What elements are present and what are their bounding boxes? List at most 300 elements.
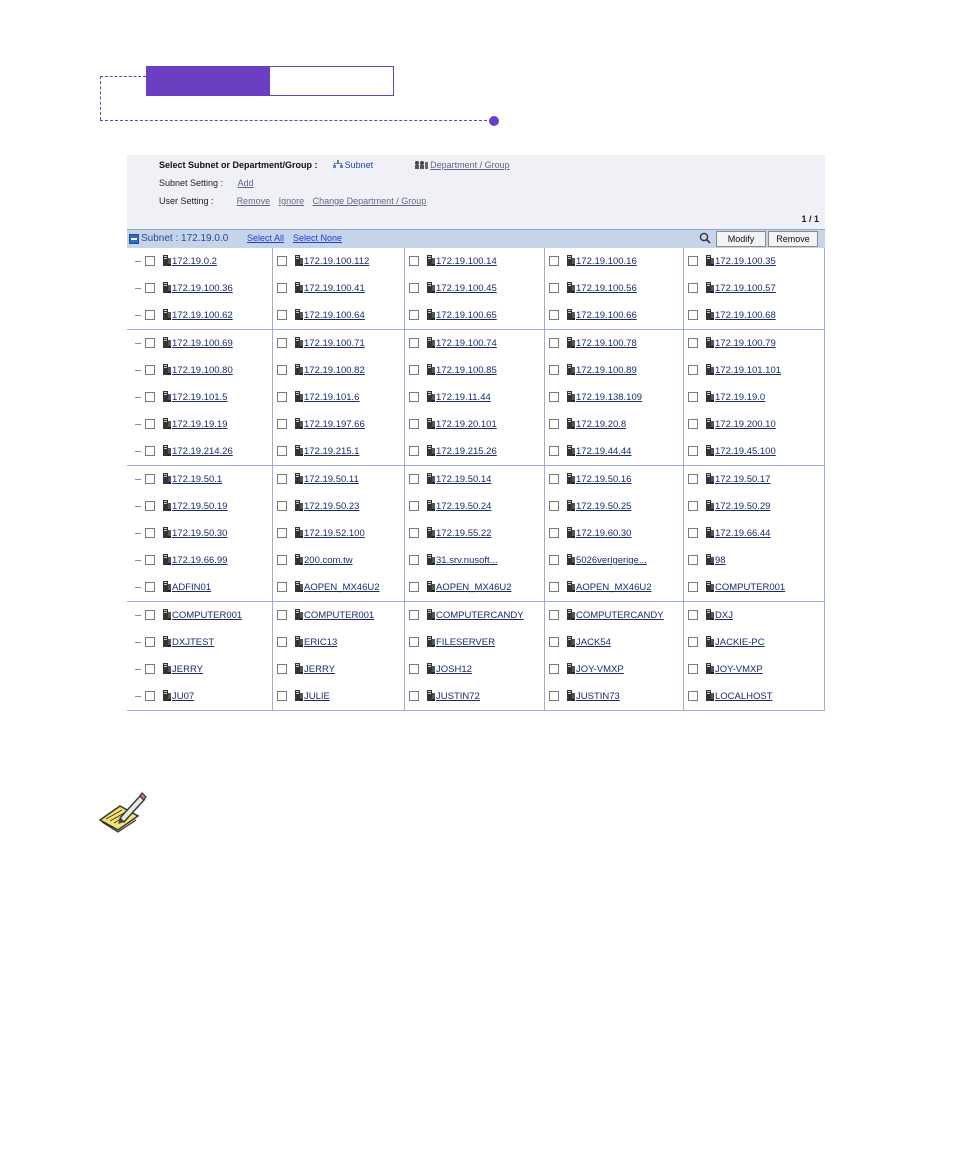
host-checkbox[interactable]	[549, 474, 559, 484]
host-link[interactable]: DXJTEST	[172, 637, 215, 648]
host-checkbox[interactable]	[145, 610, 155, 620]
host-checkbox[interactable]	[409, 528, 419, 538]
computer-icon	[427, 391, 435, 402]
host-checkbox[interactable]	[145, 528, 155, 538]
host-checkbox[interactable]	[688, 664, 698, 674]
host-cell	[545, 384, 684, 411]
host-checkbox[interactable]	[409, 338, 419, 348]
host-link[interactable]: 172.19.19.19	[172, 419, 228, 430]
select-none-link[interactable]: Select None	[293, 233, 343, 243]
header-dot	[489, 116, 499, 126]
host-checkbox[interactable]	[549, 283, 559, 293]
host-row	[127, 438, 825, 466]
host-checkbox[interactable]	[549, 392, 559, 402]
host-checkbox[interactable]	[277, 582, 287, 592]
computer-icon	[295, 391, 303, 402]
computer-icon	[163, 636, 171, 647]
host-link[interactable]: COMPUTER001	[172, 610, 243, 621]
host-link[interactable]: 172.19.214.26	[172, 446, 233, 457]
host-checkbox[interactable]	[145, 555, 155, 565]
host-link[interactable]: 172.19.50.29	[715, 501, 771, 512]
computer-icon	[427, 473, 435, 484]
host-link[interactable]: 98	[715, 555, 726, 566]
host-link[interactable]: 172.19.50.16	[576, 474, 632, 485]
host-checkbox[interactable]	[277, 664, 287, 674]
computer-icon	[567, 418, 575, 429]
host-link[interactable]: 172.19.215.1	[304, 446, 360, 457]
host-link[interactable]: 172.19.101.6	[304, 392, 360, 403]
host-checkbox[interactable]	[277, 256, 287, 266]
tree-branch	[135, 479, 141, 480]
host-link[interactable]: 172.19.197.66	[304, 419, 365, 430]
tree-branch	[135, 424, 141, 425]
computer-icon	[427, 255, 435, 266]
host-link[interactable]: 172.19.100.71	[304, 338, 365, 349]
host-cell	[684, 275, 825, 302]
host-cell	[545, 248, 684, 275]
host-cell	[405, 520, 545, 547]
host-checkbox[interactable]	[409, 555, 419, 565]
subnet-option[interactable]: Subnet	[344, 160, 374, 170]
header-dashed-line	[100, 76, 101, 120]
host-link[interactable]: 172.19.100.35	[715, 256, 776, 267]
host-link[interactable]: 172.19.215.26	[436, 446, 497, 457]
host-link[interactable]: 172.19.100.56	[576, 283, 637, 294]
host-cell	[545, 330, 684, 357]
host-checkbox[interactable]	[277, 474, 287, 484]
host-checkbox[interactable]	[409, 256, 419, 266]
host-link[interactable]: COMPUTER001	[715, 582, 786, 593]
host-checkbox[interactable]	[277, 419, 287, 429]
computer-icon	[163, 690, 171, 701]
host-row	[127, 302, 825, 330]
computer-icon	[427, 663, 435, 674]
tree-branch	[135, 343, 141, 344]
host-link[interactable]: 172.19.100.36	[172, 283, 233, 294]
host-cell	[141, 438, 273, 465]
host-checkbox[interactable]	[688, 392, 698, 402]
host-cell	[684, 384, 825, 411]
host-link[interactable]: 172.19.101.101	[715, 365, 782, 376]
host-checkbox[interactable]	[688, 501, 698, 511]
computer-icon	[706, 636, 714, 647]
host-link[interactable]: 172.19.20.101	[436, 419, 497, 430]
host-row	[127, 683, 825, 711]
computer-icon	[295, 636, 303, 647]
computer-icon	[295, 364, 303, 375]
host-checkbox[interactable]	[688, 365, 698, 375]
host-cell	[405, 656, 545, 683]
computer-icon	[567, 636, 575, 647]
host-checkbox[interactable]	[277, 637, 287, 647]
host-cell	[684, 330, 825, 357]
host-checkbox[interactable]	[277, 392, 287, 402]
host-checkbox[interactable]	[549, 664, 559, 674]
computer-icon	[567, 527, 575, 538]
tree-branch	[135, 397, 141, 398]
host-link[interactable]: 172.19.100.112	[304, 256, 370, 267]
tree-branch	[135, 560, 141, 561]
host-link[interactable]: 172.19.50.19	[172, 501, 228, 512]
ignore-link[interactable]: Ignore	[278, 196, 305, 206]
host-link[interactable]: 172.19.50.23	[304, 501, 360, 512]
host-checkbox[interactable]	[549, 256, 559, 266]
host-checkbox[interactable]	[145, 392, 155, 402]
host-link[interactable]: 172.19.100.68	[715, 310, 776, 321]
host-link[interactable]: AOPEN_MX46U2	[304, 582, 380, 593]
host-checkbox[interactable]	[277, 610, 287, 620]
host-checkbox[interactable]	[688, 528, 698, 538]
host-cell	[684, 683, 825, 710]
host-checkbox[interactable]	[549, 528, 559, 538]
host-link[interactable]: 172.19.50.1	[172, 474, 223, 485]
host-checkbox[interactable]	[277, 555, 287, 565]
computer-icon	[706, 527, 714, 538]
header-dashed-line	[100, 76, 146, 77]
computer-icon	[706, 554, 714, 565]
host-cell	[273, 330, 405, 357]
host-link[interactable]: AOPEN_MX46U2	[576, 582, 652, 593]
computer-icon	[427, 581, 435, 592]
host-checkbox[interactable]	[277, 501, 287, 511]
host-cell	[273, 602, 405, 629]
computer-icon	[163, 309, 171, 320]
host-link[interactable]: 5026verigerige...	[576, 555, 647, 566]
host-link[interactable]: 172.19.50.14	[436, 474, 492, 485]
host-link[interactable]: 172.19.50.24	[436, 501, 492, 512]
host-checkbox[interactable]	[145, 338, 155, 348]
host-link[interactable]: JOY-VMXP	[715, 664, 763, 675]
host-checkbox[interactable]	[409, 392, 419, 402]
host-row	[127, 493, 825, 521]
subnet-setting-row	[159, 178, 260, 188]
computer-icon	[706, 445, 714, 456]
host-checkbox[interactable]	[145, 474, 155, 484]
host-checkbox[interactable]	[688, 555, 698, 565]
host-cell	[545, 275, 684, 302]
host-link[interactable]: JACK54	[576, 637, 611, 648]
host-cell	[684, 248, 825, 275]
host-link[interactable]: ADFIN01	[172, 582, 212, 593]
host-checkbox[interactable]	[549, 501, 559, 511]
computer-icon	[295, 500, 303, 511]
select-all-link[interactable]: Select All	[247, 233, 285, 243]
search-icon[interactable]	[699, 232, 711, 244]
computer-icon	[567, 663, 575, 674]
host-link[interactable]: 172.19.100.45	[436, 283, 497, 294]
host-link[interactable]: 200.com.tw	[304, 555, 353, 566]
modify-button[interactable]: Modify	[716, 231, 766, 247]
host-checkbox[interactable]	[145, 501, 155, 511]
host-checkbox[interactable]	[277, 283, 287, 293]
user-setting-panel	[127, 155, 825, 711]
host-cell	[141, 248, 273, 275]
host-checkbox[interactable]	[409, 664, 419, 674]
tree-branch	[135, 451, 141, 452]
host-checkbox[interactable]	[145, 419, 155, 429]
computer-icon	[427, 690, 435, 701]
host-link[interactable]: JUSTIN73	[576, 691, 620, 702]
host-cell	[545, 466, 684, 493]
host-checkbox[interactable]	[409, 610, 419, 620]
host-link[interactable]: JOSH12	[436, 664, 472, 675]
host-checkbox[interactable]	[549, 555, 559, 565]
host-checkbox[interactable]	[688, 446, 698, 456]
host-link[interactable]: 172.19.55.22	[436, 528, 492, 539]
computer-icon	[427, 527, 435, 538]
host-cell	[141, 656, 273, 683]
computer-icon	[567, 609, 575, 620]
host-checkbox[interactable]	[409, 419, 419, 429]
host-row	[127, 602, 825, 630]
host-checkbox[interactable]	[688, 691, 698, 701]
host-cell	[141, 466, 273, 493]
host-checkbox[interactable]	[145, 365, 155, 375]
computer-icon	[567, 500, 575, 511]
host-link[interactable]: 172.19.100.41	[304, 283, 365, 294]
host-checkbox[interactable]	[277, 365, 287, 375]
host-checkbox[interactable]	[145, 637, 155, 647]
host-link[interactable]: JULIE	[304, 691, 330, 702]
host-cell	[684, 656, 825, 683]
host-link[interactable]: 172.19.100.62	[172, 310, 233, 321]
host-checkbox[interactable]	[688, 474, 698, 484]
host-link[interactable]: 172.19.50.11	[304, 474, 359, 485]
computer-icon	[295, 690, 303, 701]
computer-icon	[706, 473, 714, 484]
host-cell	[405, 357, 545, 384]
collapse-icon[interactable]	[129, 234, 139, 244]
computer-icon	[567, 473, 575, 484]
host-checkbox[interactable]	[549, 446, 559, 456]
host-link[interactable]: 172.19.100.69	[172, 338, 233, 349]
change-department-link[interactable]: Change Department / Group	[312, 196, 427, 206]
computer-icon	[706, 309, 714, 320]
host-checkbox[interactable]	[688, 419, 698, 429]
tree-branch	[135, 615, 141, 616]
host-checkbox[interactable]	[549, 582, 559, 592]
host-checkbox[interactable]	[277, 338, 287, 348]
computer-icon	[706, 282, 714, 293]
host-link[interactable]: 172.19.44.44	[576, 446, 632, 457]
host-link[interactable]: 172.19.100.65	[436, 310, 497, 321]
host-checkbox[interactable]	[145, 283, 155, 293]
host-checkbox[interactable]	[688, 310, 698, 320]
host-link[interactable]: JACKIE-PC	[715, 637, 765, 648]
host-link[interactable]: JUSTIN72	[436, 691, 480, 702]
computer-icon	[163, 581, 171, 592]
page-indicator: 1 / 1	[801, 214, 819, 224]
host-checkbox[interactable]	[145, 582, 155, 592]
host-checkbox[interactable]	[688, 256, 698, 266]
computer-icon	[163, 527, 171, 538]
host-link[interactable]: 172.19.100.14	[436, 256, 497, 267]
host-checkbox[interactable]	[409, 310, 419, 320]
host-cell	[405, 547, 545, 574]
host-checkbox[interactable]	[409, 582, 419, 592]
host-link[interactable]: 172.19.50.17	[715, 474, 771, 485]
host-link[interactable]: 172.19.100.82	[304, 365, 365, 376]
host-checkbox[interactable]	[549, 637, 559, 647]
host-link[interactable]: FILESERVER	[436, 637, 495, 648]
host-link[interactable]: JERRY	[304, 664, 335, 675]
host-link[interactable]: 172.19.60.30	[576, 528, 632, 539]
host-link[interactable]: 172.19.45.100	[715, 446, 776, 457]
host-checkbox[interactable]	[688, 338, 698, 348]
host-row	[127, 411, 825, 439]
host-checkbox[interactable]	[277, 310, 287, 320]
host-checkbox[interactable]	[409, 691, 419, 701]
host-checkbox[interactable]	[409, 474, 419, 484]
host-checkbox[interactable]	[145, 310, 155, 320]
host-checkbox[interactable]	[409, 365, 419, 375]
host-cell	[273, 574, 405, 601]
host-link[interactable]: 172.19.138.109	[576, 392, 643, 403]
host-checkbox[interactable]	[145, 446, 155, 456]
host-cell	[545, 602, 684, 629]
host-cell	[141, 302, 273, 329]
remove-button[interactable]: Remove	[768, 231, 818, 247]
computer-icon	[295, 255, 303, 266]
computer-icon	[427, 609, 435, 620]
host-cell	[405, 438, 545, 465]
host-link[interactable]: 172.19.100.80	[172, 365, 233, 376]
select-type-row	[159, 160, 516, 170]
computer-icon	[163, 391, 171, 402]
host-link[interactable]: COMPUTERCANDY	[576, 610, 664, 621]
host-link[interactable]: 172.19.100.66	[576, 310, 637, 321]
host-checkbox[interactable]	[688, 610, 698, 620]
host-checkbox[interactable]	[409, 501, 419, 511]
host-cell	[141, 629, 273, 656]
host-checkbox[interactable]	[688, 283, 698, 293]
tree-branch	[135, 315, 141, 316]
host-link[interactable]: LOCALHOST	[715, 691, 773, 702]
host-link[interactable]: DXJ	[715, 610, 733, 621]
host-cell	[545, 574, 684, 601]
select-type-label: Select Subnet or Department/Group :	[159, 160, 318, 170]
host-checkbox[interactable]	[277, 446, 287, 456]
computer-icon	[427, 500, 435, 511]
host-checkbox[interactable]	[409, 283, 419, 293]
host-checkbox[interactable]	[145, 256, 155, 266]
host-cell	[405, 248, 545, 275]
host-link[interactable]: 172.19.50.25	[576, 501, 632, 512]
computer-icon	[567, 309, 575, 320]
host-link[interactable]: 172.19.100.85	[436, 365, 497, 376]
host-checkbox[interactable]	[549, 310, 559, 320]
host-link[interactable]: JU07	[172, 691, 195, 702]
host-link[interactable]: 172.19.100.16	[576, 256, 637, 267]
host-checkbox[interactable]	[688, 637, 698, 647]
host-cell	[273, 248, 405, 275]
host-link[interactable]: COMPUTER001	[304, 610, 375, 621]
host-checkbox[interactable]	[409, 637, 419, 647]
host-link[interactable]: 31.srv.nusoft...	[436, 555, 498, 566]
host-link[interactable]: 172.19.100.78	[576, 338, 637, 349]
host-link[interactable]: JOY-VMXP	[576, 664, 624, 675]
host-cell	[684, 520, 825, 547]
computer-icon	[706, 663, 714, 674]
host-link[interactable]: 172.19.19.0	[715, 392, 766, 403]
host-link[interactable]: 172.19.100.89	[576, 365, 637, 376]
host-checkbox[interactable]	[409, 446, 419, 456]
host-cell	[405, 302, 545, 329]
host-cell	[273, 438, 405, 465]
computer-icon	[295, 663, 303, 674]
host-link[interactable]: 172.19.101.5	[172, 392, 228, 403]
computer-icon	[163, 500, 171, 511]
host-link[interactable]: 172.19.100.74	[436, 338, 497, 349]
host-link[interactable]: 172.19.20.8	[576, 419, 627, 430]
computer-icon	[706, 581, 714, 592]
host-link[interactable]: 172.19.66.99	[172, 555, 228, 566]
host-checkbox[interactable]	[688, 582, 698, 592]
subnet-setting-label: Subnet Setting :	[159, 178, 224, 188]
computer-icon	[427, 282, 435, 293]
host-link[interactable]: ERIC13	[304, 637, 338, 648]
host-checkbox[interactable]	[549, 338, 559, 348]
computer-icon	[706, 418, 714, 429]
host-link[interactable]: 172.19.11.44	[436, 392, 491, 403]
host-link[interactable]: 172.19.200.10	[715, 419, 776, 430]
host-cell	[405, 493, 545, 520]
host-checkbox[interactable]	[277, 528, 287, 538]
host-checkbox[interactable]	[549, 691, 559, 701]
computer-icon	[427, 554, 435, 565]
host-cell	[141, 493, 273, 520]
host-link[interactable]: JERRY	[172, 664, 203, 675]
host-link[interactable]: 172.19.0.2	[172, 256, 217, 267]
add-link[interactable]: Add	[237, 178, 254, 188]
host-checkbox[interactable]	[549, 610, 559, 620]
computer-icon	[295, 473, 303, 484]
host-cell	[684, 302, 825, 329]
host-cell	[405, 683, 545, 710]
host-cell	[141, 547, 273, 574]
host-cell	[273, 493, 405, 520]
host-link[interactable]: 172.19.50.30	[172, 528, 228, 539]
tree-branch	[135, 669, 141, 670]
host-link[interactable]: 172.19.100.57	[715, 283, 776, 294]
computer-icon	[427, 418, 435, 429]
host-link[interactable]: 172.19.100.79	[715, 338, 776, 349]
host-checkbox[interactable]	[145, 664, 155, 674]
host-cell	[545, 683, 684, 710]
host-link[interactable]: AOPEN_MX46U2	[436, 582, 512, 593]
host-cell	[141, 384, 273, 411]
host-checkbox[interactable]	[277, 691, 287, 701]
header-tab-filled	[146, 66, 270, 96]
host-link[interactable]: 172.19.52.100	[304, 528, 365, 539]
host-checkbox[interactable]	[549, 419, 559, 429]
host-cell	[405, 602, 545, 629]
host-checkbox[interactable]	[549, 365, 559, 375]
remove-link[interactable]: Remove	[236, 196, 271, 206]
host-cell	[273, 629, 405, 656]
host-row	[127, 547, 825, 575]
settings-area	[127, 155, 825, 229]
department-group-option[interactable]: Department / Group	[430, 160, 510, 170]
host-cell	[141, 357, 273, 384]
host-row	[127, 656, 825, 684]
host-link[interactable]: COMPUTERCANDY	[436, 610, 524, 621]
host-cell	[141, 683, 273, 710]
host-link[interactable]: 172.19.66.44	[715, 528, 771, 539]
host-checkbox[interactable]	[145, 691, 155, 701]
host-link[interactable]: 172.19.100.64	[304, 310, 365, 321]
host-cell	[273, 275, 405, 302]
